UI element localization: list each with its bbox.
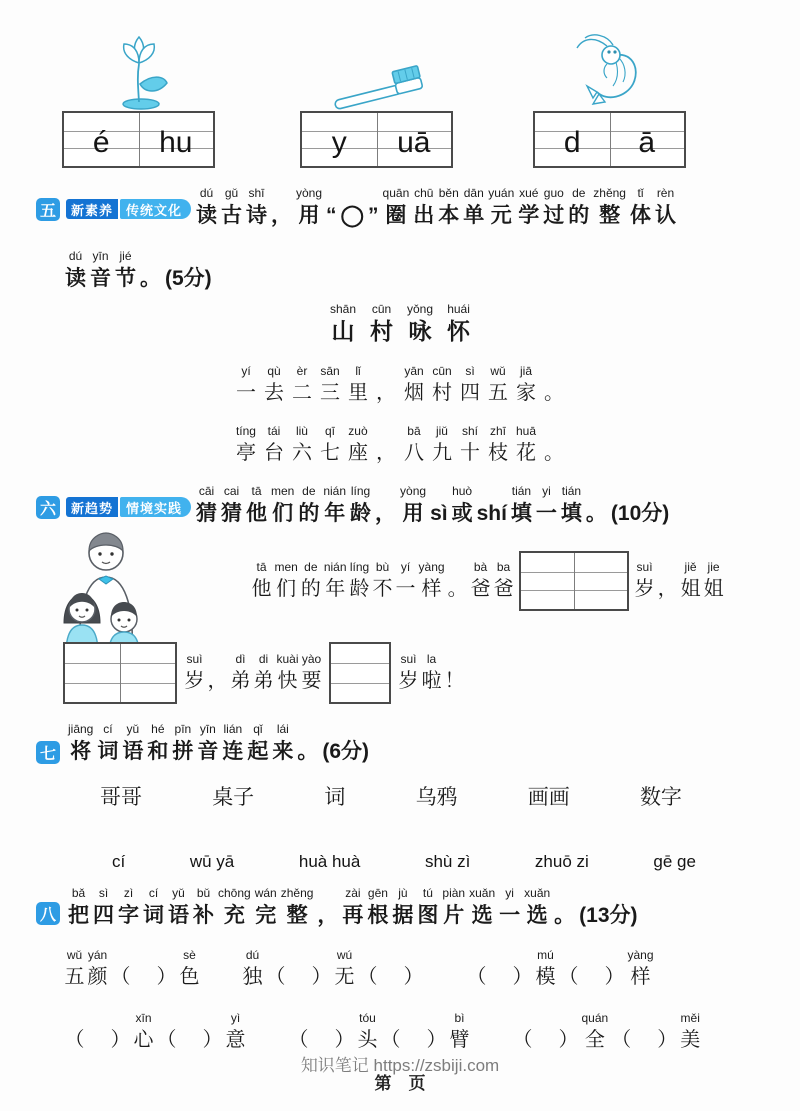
ruby-unit: huā 花 bbox=[515, 424, 537, 464]
ruby-unit: bù 不 bbox=[372, 559, 393, 600]
match-word: 词 bbox=[324, 785, 346, 809]
section5-instruction-line2 bbox=[63, 249, 214, 292]
ruby-unit: tú 图 bbox=[417, 886, 439, 927]
sentence-text bbox=[397, 652, 466, 695]
match-pinyin: cí bbox=[112, 852, 126, 871]
ruby-unit bbox=[289, 948, 309, 991]
ruby-unit bbox=[312, 1011, 332, 1054]
ruby-unit: cūn 村 bbox=[370, 302, 393, 344]
ruby-unit: ， bbox=[271, 204, 292, 227]
ruby-unit: huò 或 bbox=[451, 484, 473, 525]
ruby-unit: ） bbox=[426, 1029, 447, 1051]
ruby-unit: tián 填 bbox=[560, 484, 582, 525]
ruby-unit: wán 完 bbox=[254, 886, 277, 927]
ruby-unit: la 啦 bbox=[421, 651, 442, 692]
ruby-unit: jiǔ 九 bbox=[431, 424, 452, 464]
ruby-unit: bì 臂 bbox=[449, 1011, 470, 1051]
ruby-unit: di 弟 bbox=[253, 651, 274, 692]
ruby-unit bbox=[582, 948, 602, 991]
ruby-unit bbox=[536, 1011, 556, 1054]
tag-new-trend: 新趋势 bbox=[66, 497, 118, 517]
ruby-unit: yàng 样 bbox=[418, 559, 445, 600]
pinyin-letter: ā bbox=[638, 126, 656, 159]
match-pinyin: wū yā bbox=[189, 852, 235, 871]
section6-sentence-1 bbox=[250, 549, 725, 613]
match-pinyin: huà huà bbox=[298, 852, 361, 871]
section7-words-row bbox=[100, 781, 682, 811]
ruby-unit: 。 bbox=[297, 740, 319, 763]
ruby-unit: 。 bbox=[140, 267, 161, 290]
idiom-blank bbox=[63, 1011, 247, 1054]
pinyin-grid-unit-shrimp bbox=[533, 33, 686, 168]
ruby-unit: yǒng 咏 bbox=[407, 302, 434, 344]
ruby-unit: ， bbox=[317, 904, 339, 927]
ruby-unit: kuài 快 bbox=[276, 651, 299, 692]
ruby-unit bbox=[180, 1011, 200, 1054]
section5-badges bbox=[36, 197, 191, 221]
ruby-unit: ” bbox=[368, 204, 379, 227]
answer-grid[interactable] bbox=[329, 642, 391, 704]
pinyin-letter: uā bbox=[397, 126, 431, 159]
section6-sentence-2 bbox=[63, 641, 466, 705]
ruby-unit: dì 弟 bbox=[230, 651, 251, 692]
ruby-unit: cūn 村 bbox=[432, 364, 452, 404]
ruby-unit: mú 模 bbox=[535, 948, 556, 988]
poem-line-2 bbox=[0, 424, 800, 467]
idiom-blank bbox=[287, 1011, 471, 1054]
pinyin-letter: hu bbox=[159, 126, 193, 159]
section8-badges bbox=[36, 901, 60, 925]
ruby-unit: nián 年 bbox=[323, 559, 347, 600]
ruby-unit: quān 圈 bbox=[382, 186, 410, 227]
match-word: 乌鸦 bbox=[415, 785, 458, 809]
idiom-blank bbox=[465, 948, 655, 991]
ruby-unit: （ bbox=[64, 1029, 85, 1051]
match-word: 哥哥 bbox=[100, 785, 142, 809]
section7-instruction bbox=[66, 722, 371, 765]
ruby-unit: ） bbox=[334, 1029, 355, 1051]
ruby-unit: rèn 认 bbox=[654, 186, 676, 227]
lotus-image bbox=[62, 33, 215, 110]
ruby-unit: hé 和 bbox=[147, 722, 169, 763]
idiom-blank bbox=[511, 1011, 702, 1054]
ruby-unit: dú 独 bbox=[242, 948, 263, 988]
ruby-unit: quán 全 bbox=[581, 1011, 609, 1051]
pinyin-letter: y bbox=[331, 126, 347, 159]
ruby-unit: (5分) bbox=[165, 267, 212, 290]
ruby-unit: suì 岁 bbox=[634, 559, 655, 600]
match-word: 数字 bbox=[639, 785, 682, 809]
ruby-unit: yi 一 bbox=[499, 886, 521, 927]
ruby-unit: ） bbox=[311, 966, 332, 988]
ruby-unit: （ bbox=[265, 966, 286, 988]
ruby-unit: sì 四 bbox=[460, 364, 480, 404]
ruby-unit: jiāng 将 bbox=[68, 722, 94, 763]
ruby-unit: zhī 枝 bbox=[487, 424, 508, 464]
ruby-unit: sì bbox=[430, 502, 448, 525]
ruby-unit: wǔ 五 bbox=[64, 948, 85, 988]
ruby-unit: de 的 bbox=[300, 559, 321, 600]
ruby-unit bbox=[404, 1011, 424, 1054]
answer-grid[interactable] bbox=[533, 111, 686, 168]
ruby-unit: piàn 片 bbox=[442, 886, 466, 927]
ruby-unit: suì 岁 bbox=[398, 651, 419, 692]
page-number-footer: 第 页 bbox=[374, 1074, 426, 1093]
ruby-unit: zuò 座 bbox=[347, 424, 368, 464]
shrimp-image bbox=[533, 33, 686, 110]
ruby-unit: de 的 bbox=[298, 484, 320, 525]
ruby-unit: dān 单 bbox=[463, 186, 485, 227]
ruby-unit: 。 bbox=[544, 442, 565, 464]
ruby-unit: qī 七 bbox=[319, 424, 340, 464]
ruby-unit: huái 怀 bbox=[447, 302, 471, 344]
ruby-unit: ， bbox=[375, 442, 396, 464]
ruby-unit: měi 美 bbox=[680, 1011, 701, 1051]
ruby-unit: yào 要 bbox=[301, 651, 322, 692]
ruby-unit: líng 龄 bbox=[350, 484, 372, 525]
ruby-unit: yàng 样 bbox=[627, 948, 654, 988]
ruby-unit bbox=[134, 948, 154, 991]
ruby-unit: yīn 音 bbox=[197, 722, 219, 763]
pinyin-grid-unit-lotus bbox=[62, 33, 215, 168]
ruby-unit: suì 岁 bbox=[184, 651, 205, 692]
ruby-unit: cí 词 bbox=[143, 886, 164, 927]
ruby-unit: sì 四 bbox=[93, 886, 114, 927]
ruby-unit: xué 学 bbox=[518, 186, 540, 227]
pinyin-letter: d bbox=[563, 126, 581, 159]
ruby-unit: ） bbox=[558, 1029, 579, 1051]
ruby-unit: ） bbox=[512, 966, 533, 988]
ruby-unit: (10分) bbox=[610, 502, 670, 525]
section8-row-1 bbox=[63, 948, 655, 991]
ruby-unit: de 的 bbox=[568, 186, 590, 227]
ruby-unit: jié 节 bbox=[115, 249, 136, 290]
ruby-unit bbox=[381, 948, 401, 991]
ruby-unit: shī 诗 bbox=[246, 186, 267, 227]
ruby-unit: sān 三 bbox=[320, 364, 340, 404]
ruby-unit: zhěng 整 bbox=[593, 186, 626, 227]
ruby-unit: tíng 亭 bbox=[235, 424, 256, 464]
ruby-unit: （ bbox=[466, 966, 487, 988]
ruby-unit: 。 bbox=[585, 502, 607, 525]
answer-grid[interactable] bbox=[62, 111, 215, 168]
ruby-unit: yǔ 语 bbox=[122, 722, 144, 763]
ruby-unit: jiā 家 bbox=[516, 364, 536, 404]
ruby-unit: pīn 拼 bbox=[172, 722, 194, 763]
pinyin-letter: é bbox=[92, 126, 110, 159]
ruby-unit: yi 一 bbox=[535, 484, 557, 525]
match-word: 画画 bbox=[527, 785, 570, 809]
ruby-unit: gǔ 古 bbox=[221, 186, 242, 227]
answer-grid[interactable] bbox=[300, 111, 453, 168]
ruby-unit: yīn 音 bbox=[90, 249, 111, 290]
ruby-unit: （ bbox=[611, 1029, 632, 1051]
match-word: 桌子 bbox=[212, 785, 255, 809]
ruby-unit bbox=[88, 1011, 108, 1054]
ruby-unit: ） bbox=[202, 1029, 223, 1051]
ruby-unit: 。 bbox=[447, 577, 468, 600]
ruby-unit: tā 他 bbox=[246, 484, 267, 525]
ruby-unit: shí bbox=[476, 502, 507, 525]
ruby-unit: yì 意 bbox=[225, 1011, 246, 1051]
tag-new-suyang: 新素养 bbox=[66, 199, 118, 219]
ruby-unit: shí 十 bbox=[459, 424, 480, 464]
section8-instruction bbox=[66, 886, 640, 929]
section-number-badge: 六 bbox=[36, 496, 60, 519]
poem-title bbox=[0, 302, 800, 345]
ruby-unit: nián 年 bbox=[323, 484, 347, 525]
section6-instruction bbox=[194, 484, 671, 527]
ruby-unit: ） bbox=[110, 1029, 131, 1051]
ruby-unit: 。 bbox=[554, 904, 576, 927]
sentence-text bbox=[633, 560, 725, 603]
ruby-unit: gēn 根 bbox=[367, 886, 389, 927]
idiom-blank bbox=[63, 948, 201, 991]
answer-grid[interactable] bbox=[519, 551, 629, 611]
ruby-unit: ！ bbox=[444, 669, 465, 692]
match-pinyin: gē ge bbox=[653, 852, 696, 871]
section-number-badge: 五 bbox=[36, 198, 60, 221]
ruby-unit: bǎ 把 bbox=[68, 886, 89, 927]
ruby-unit: zì 字 bbox=[118, 886, 139, 927]
ruby-unit bbox=[634, 1011, 654, 1054]
ruby-unit: zài 再 bbox=[342, 886, 364, 927]
ruby-unit: wǔ 五 bbox=[488, 364, 508, 404]
ruby-unit: (6分) bbox=[322, 740, 370, 763]
ruby-unit: qù 去 bbox=[264, 364, 284, 404]
ruby-unit: shān 山 bbox=[329, 302, 356, 344]
ruby-unit: yí 一 bbox=[236, 364, 256, 404]
section-number-badge: 八 bbox=[36, 902, 60, 925]
ruby-unit: men 们 bbox=[271, 484, 295, 525]
ruby-unit: chū 出 bbox=[413, 186, 435, 227]
ruby-unit: lái 来 bbox=[272, 722, 294, 763]
ruby-unit: xīn 心 bbox=[133, 1011, 154, 1051]
ruby-unit: jiě 姐 bbox=[680, 559, 701, 600]
poem-line-1 bbox=[0, 364, 800, 407]
ruby-unit: liù 六 bbox=[291, 424, 312, 464]
ruby-unit: cai 猜 bbox=[221, 484, 242, 525]
ruby-unit: ， bbox=[375, 502, 397, 525]
ruby-unit: lǐ 里 bbox=[348, 364, 368, 404]
ruby-unit: cí 词 bbox=[97, 722, 119, 763]
ruby-unit: xuǎn 选 bbox=[524, 886, 551, 927]
family-illustration bbox=[56, 527, 156, 658]
section-number-badge: 七 bbox=[36, 741, 60, 764]
ruby-unit: （ bbox=[512, 1029, 533, 1051]
ruby-unit: ） bbox=[403, 966, 424, 988]
ruby-unit: ） bbox=[604, 966, 625, 988]
ruby-unit: qǐ 起 bbox=[247, 722, 269, 763]
ruby-unit: （ bbox=[110, 966, 131, 988]
ruby-unit: bǔ 补 bbox=[193, 886, 214, 927]
ruby-unit: yán 颜 bbox=[87, 948, 108, 988]
ruby-unit: yòng 用 bbox=[400, 484, 427, 525]
ruby-unit: yòng 用 bbox=[296, 186, 323, 227]
ruby-unit: sè 色 bbox=[179, 948, 200, 988]
ruby-unit: tóu 头 bbox=[357, 1011, 378, 1051]
ruby-unit: èr 二 bbox=[292, 364, 312, 404]
ruby-unit: cāi 猜 bbox=[196, 484, 217, 525]
ruby-unit: ， bbox=[376, 382, 396, 404]
ruby-unit: chōng 充 bbox=[218, 886, 251, 927]
ruby-unit: běn 本 bbox=[438, 186, 460, 227]
ruby-unit: jie 姐 bbox=[703, 559, 724, 600]
tag-situational-practice: 情境实践 bbox=[120, 497, 191, 517]
ruby-unit: 。 bbox=[544, 382, 564, 404]
ruby-unit: （ bbox=[156, 1029, 177, 1051]
ruby-unit: yān 烟 bbox=[404, 364, 424, 404]
ruby-unit: zhěng 整 bbox=[280, 886, 314, 927]
site-watermark: 知识笔记 https://zsbiji.com bbox=[300, 1056, 500, 1075]
ruby-unit: （ bbox=[380, 1029, 401, 1051]
ruby-unit: ◯ bbox=[340, 204, 365, 227]
ruby-unit bbox=[490, 948, 510, 991]
ruby-unit: ， bbox=[207, 669, 228, 692]
sentence-text bbox=[183, 652, 323, 695]
tag-traditional-culture: 传统文化 bbox=[120, 199, 191, 219]
match-pinyin: shù zì bbox=[424, 852, 471, 871]
pinyin-grid-unit-toothbrush bbox=[300, 33, 453, 168]
ruby-unit: tián 填 bbox=[510, 484, 532, 525]
section6-badges bbox=[36, 495, 191, 519]
ruby-unit: men 们 bbox=[274, 559, 298, 600]
ruby-unit: lián 连 bbox=[222, 722, 244, 763]
ruby-unit: （ bbox=[357, 966, 378, 988]
ruby-unit: ） bbox=[657, 1029, 678, 1051]
ruby-unit: jù 据 bbox=[392, 886, 414, 927]
ruby-unit: ） bbox=[156, 966, 177, 988]
ruby-unit: dú 读 bbox=[196, 186, 217, 227]
ruby-unit: xuǎn 选 bbox=[469, 886, 496, 927]
ruby-unit: ba 爸 bbox=[493, 559, 514, 600]
ruby-unit: ， bbox=[657, 577, 678, 600]
ruby-unit: （ bbox=[288, 1029, 309, 1051]
section8-row-2 bbox=[63, 1011, 702, 1054]
ruby-unit: tǐ 体 bbox=[629, 186, 651, 227]
ruby-unit: guo 过 bbox=[543, 186, 565, 227]
answer-grid[interactable] bbox=[63, 642, 177, 704]
section7-badges bbox=[36, 740, 60, 764]
ruby-unit: dú 读 bbox=[65, 249, 86, 290]
ruby-unit: yuán 元 bbox=[488, 186, 515, 227]
ruby-unit: (13分) bbox=[579, 904, 638, 927]
toothbrush-image bbox=[300, 33, 453, 110]
section5-instruction-line1 bbox=[194, 186, 678, 229]
ruby-unit: tái 台 bbox=[263, 424, 284, 464]
match-pinyin: zhuō zi bbox=[534, 852, 589, 871]
section7-pinyin-row bbox=[112, 852, 696, 872]
ruby-unit: líng 龄 bbox=[349, 559, 370, 600]
ruby-unit: bā 八 bbox=[403, 424, 424, 464]
ruby-unit: yǔ 语 bbox=[168, 886, 189, 927]
ruby-unit: bà 爸 bbox=[470, 559, 491, 600]
ruby-unit: tā 他 bbox=[251, 559, 272, 600]
ruby-unit: （ bbox=[558, 966, 579, 988]
ruby-unit: wú 无 bbox=[334, 948, 355, 988]
ruby-unit: “ bbox=[326, 204, 337, 227]
ruby-unit: yí 一 bbox=[395, 559, 416, 600]
idiom-blank bbox=[241, 948, 425, 991]
sentence-text bbox=[250, 560, 515, 603]
